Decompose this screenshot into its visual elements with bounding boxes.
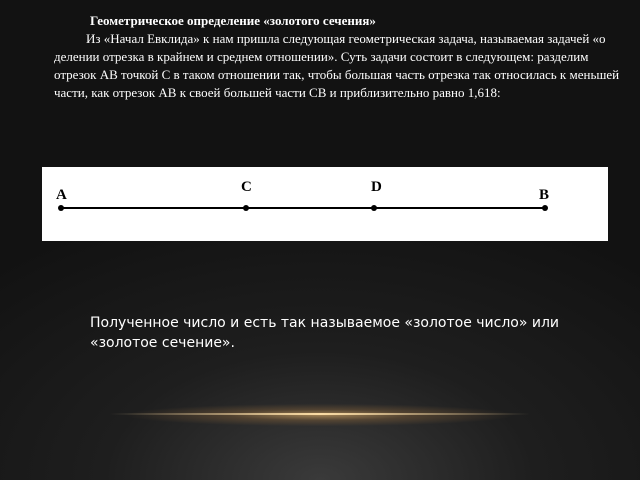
point-a-dot [58,205,64,211]
slide-text [54,12,626,102]
segment-diagram-svg [42,167,608,241]
point-b-dot [542,205,548,211]
slide-heading: Геометрическое определение «золотого сечения» [90,13,376,28]
point-c-dot [243,205,249,211]
segment-diagram [42,167,608,241]
point-d-dot [371,205,377,211]
bottom-glow-line [110,413,530,415]
point-b-label: B [539,187,550,203]
slide-caption: Полученное число и есть так называемое «золотое число» или «золотое сечение». [90,315,560,351]
point-c-label: C [241,179,252,195]
slide-paragraph: Из «Начал Евклида» к нам пришла следующая геометрическая задача, называемая задачей «о делении отрезка в крайнем и среднем отношении». Суть задачи состоит в следующем: разделим отрезок АВ точкой С в таком отношении так, чтобы большая часть отрезка так относилась к меньшей части, как отрезок АВ к своей большей части СВ и приблизительно равно 1,618: [54,31,620,100]
point-a-label: A [56,187,67,203]
point-d-label: D [371,179,382,195]
bottom-glow [60,400,580,430]
